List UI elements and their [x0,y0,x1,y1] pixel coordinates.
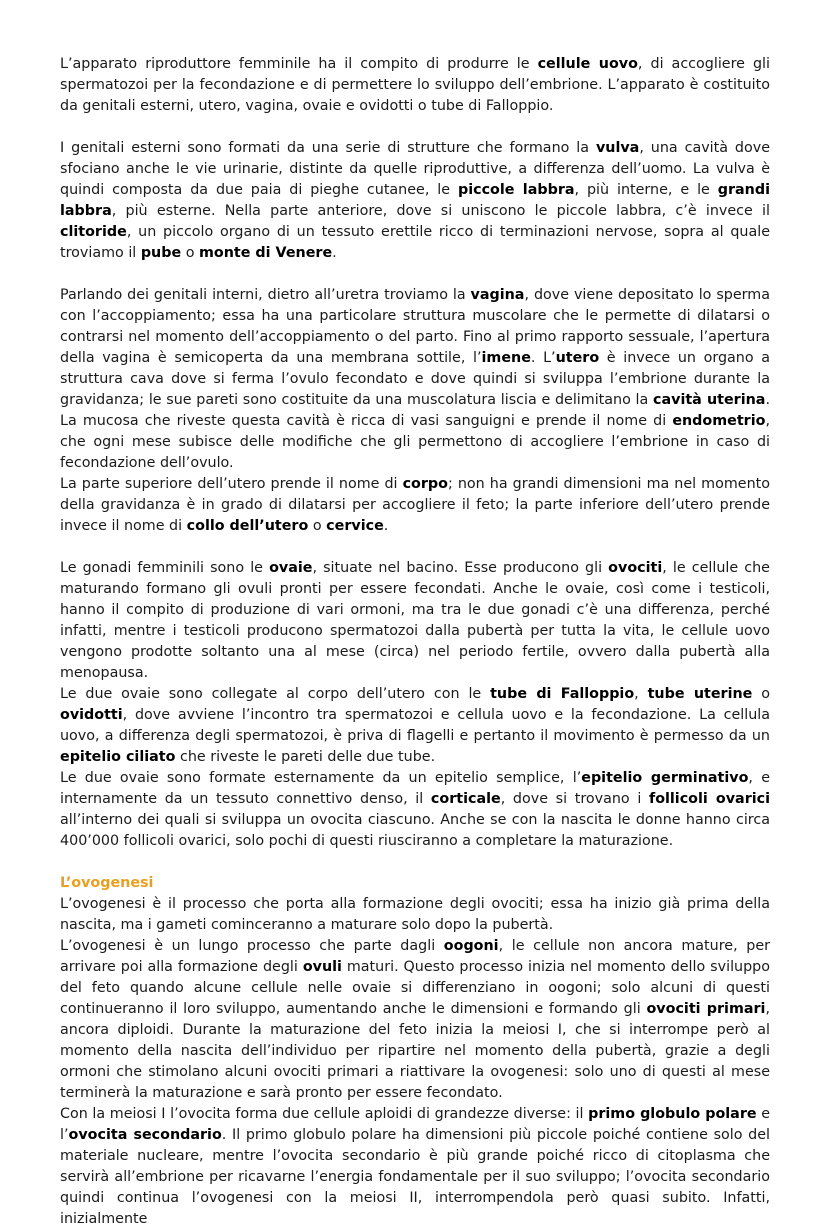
bold-term: epitelio ciliato [60,749,176,765]
text-run: , le cellule non ancora mature, per arrivare poi alla formazione degli [60,938,770,975]
bold-term: primo globulo polare [588,1106,757,1122]
text-run: , che ogni mese subisce delle modifiche che gli permettono di accogliere l’embrione in caso di fecondazione dell’ovulo. [60,413,770,471]
bold-term: clitoride [60,224,127,240]
bold-term: piccole labbra [457,182,575,198]
bold-term: vagina [470,287,525,303]
bold-term: cervice [326,518,384,534]
paragraph [60,558,770,684]
paragraph [60,768,770,852]
text-run: , e internamente da un tessuto connettivo denso, il [60,770,770,807]
paragraph-gap [60,117,770,138]
text-run: L’apparato riproduttore femminile ha il compito di produrre le [60,56,538,72]
paragraph [60,1104,770,1230]
text-run: che riveste le pareti delle due tube. [175,749,436,765]
bold-term: corpo [402,476,448,492]
bold-term: monte di Venere [199,245,333,261]
bold-term: cavità uterina [653,392,766,408]
paragraph-gap [60,852,770,873]
section-paragraphs [60,894,770,1230]
text-run: , una cavità dove sfociano anche le vie urinarie, distinte da quelle riproduttive, a differenza dell’uomo. La vulva è quindi composta da due paia di pieghe cutanee, le [60,140,771,198]
text-run: Le due ovaie sono formate esternamente da un epitelio semplice, l’ [60,770,582,786]
text-run: Con la meiosi I l’ovocita forma due cellule aploidi di grandezze diverse: il [60,1106,589,1122]
bold-term: ovociti primari [646,1001,766,1017]
text-run: , più esterne. Nella parte anteriore, dove si uniscono le piccole labbra, c’è invece il [111,203,770,219]
text-run: è invece un organo a struttura cava dove si ferma l’ovulo fecondato e dove quindi si sviluppa l’embrione durante la gravidanza; le sue pareti sono costituite da una muscolatura liscia e delimitano la [60,350,770,408]
section-title: L’ovogenesi [60,875,154,891]
text-run: Parlando dei genitali interni, dietro all’uretra troviamo la [60,287,471,303]
text-run: , un piccolo organo di un tessuto erettile ricco di terminazioni nervose, sopra al quale troviamo il [60,224,770,261]
text-run: . L’ [530,350,556,366]
paragraph [60,54,770,117]
text-run: . La mucosa che riveste questa cavità è ricca di vasi sanguigni e prende il nome di [60,392,770,429]
bold-term: cellule uovo [537,56,638,72]
text-run: I genitali esterni sono formati da una serie di strutture che formano la [60,140,596,156]
bold-term: pube [140,245,182,261]
text-run: , le cellule che maturando formano gli ovuli pronti per essere fecondati. Anche le ovaie, così come i testicoli, hanno il compito di produzione di vari ormoni, ma tra le due gonadi c’è una differenza, perché infatti, mentre i testicoli producono spermatozoi dalla pubertà per tutta la vita, le cellule uovo vengono prodotte soltanto una al mese (circa) nel periodo fertile, ovvero dalla pubertà alla menopausa. [60,560,770,681]
paragraph [60,684,770,768]
document-page [60,54,770,1230]
bold-term: tube di Falloppio [490,686,635,702]
text-run: e l’ [60,1106,770,1143]
bold-term: collo dell’utero [186,518,309,534]
text-run: , [634,686,648,702]
bold-term: imene [481,350,531,366]
text-run: L’ovogenesi è un lungo processo che parte dagli [60,938,444,954]
text-run: o [752,686,770,702]
text-run: Le due ovaie sono collegate al corpo dell’utero con le [60,686,491,702]
text-run: Le gonadi femminili sono le [60,560,270,576]
paragraph-gap [60,264,770,285]
bold-term: utero [555,350,600,366]
paragraph [60,474,770,537]
paragraph [60,138,770,264]
text-run: . [383,518,389,534]
text-run: , dove si trovano i [500,791,649,807]
bold-term: ovociti [608,560,663,576]
paragraph-gap [60,537,770,558]
bold-term: epitelio germinativo [581,770,749,786]
text-run: La parte superiore dell’utero prende il nome di [60,476,403,492]
text-run: o [308,518,327,534]
text-run: , situate nel bacino. Esse producono gli [312,560,609,576]
bold-term: ovocita secondario [68,1127,222,1143]
text-run: , ancora diploidi. Durante la maturazione del feto inizia la meiosi I, che si interrompe però al momento della nascita dell’individuo per ripartire nel momento della pubertà, grazie a degli ormoni che stimolano alcuni ovociti primari a riattivare la ovogenesi: solo uno di questi al mese terminerà la maturazione e sarà pronto per essere fecondato. [60,1001,770,1101]
text-run: maturi. Questo processo inizia nel momento dello sviluppo del feto quando alcune cellule nelle ovaie si differenziano in oogoni; solo alcuni di questi continueranno il loro sviluppo, aumentando anche le dimensioni e formando gli [60,959,770,1017]
text-run: , dove viene depositato lo sperma con l’accoppiamento; essa ha una particolare struttura muscolare che le permette di dilatarsi o contrarsi nel momento dell’accoppiamento o del parto. Fino al primo rapporto sessuale, l’apertura della vagina è semicoperta da una membrana sottile, l’ [60,287,770,366]
bold-term: ovuli [302,959,342,975]
bold-term: tube uterine [647,686,753,702]
text-run: , di accogliere gli spermatozoi per la fecondazione e di permettere lo sviluppo dell’embrione. L’apparato è costituito da genitali esterni, utero, vagina, ovaie e ovidotti o tube di Falloppio. [60,56,771,114]
bold-term: grandi labbra [60,182,770,219]
text-run: ; non ha grandi dimensioni ma nel momento della gravidanza è in grado di dilatarsi per accogliere il feto; la parte inferiore dell’utero prende invece il nome di [60,476,770,534]
bold-term: corticale [430,791,501,807]
bold-term: oogoni [443,938,499,954]
text-run: L’ovogenesi è il processo che porta alla formazione degli ovociti; essa ha inizio già prima della nascita, ma i gameti cominceranno a maturare solo dopo la pubertà. [60,896,770,933]
paragraph [60,894,770,936]
intro-paragraphs [60,54,770,873]
text-run: , dove avviene l’incontro tra spermatozoi e cellula uovo e la fecondazione. La cellula uovo, a differenza degli spermatozoi, è priva di flagelli e pertanto il movimento è permesso da un [60,707,770,744]
text-run: all’interno dei quali si sviluppa un ovocita ciascuno. Anche se con la nascita le donne hanno circa 400’000 follicoli ovarici, solo pochi di questi riusciranno a completare la maturazione. [60,812,770,849]
text-run: . Il primo globulo polare ha dimensioni più piccole poiché contiene solo del materiale nucleare, mentre l’ovocita secondario è più grande poiché ricco di citoplasma che servirà all’embrione per ricavarne l’energia fondamentale per il suo sviluppo; l’ovocita secondario quindi continua l’ovogenesi con la meiosi II, interrompendola però quasi subito. Infatti, inizialmente [60,1127,770,1227]
paragraph [60,285,770,474]
bold-term: ovidotti [60,707,123,723]
paragraph [60,936,770,1104]
bold-term: vulva [595,140,640,156]
bold-term: endometrio [672,413,766,429]
text-run: , più interne, e le [574,182,718,198]
bold-term: follicoli ovarici [648,791,771,807]
bold-term: ovaie [269,560,313,576]
text-run: o [181,245,200,261]
text-run: . [332,245,337,261]
